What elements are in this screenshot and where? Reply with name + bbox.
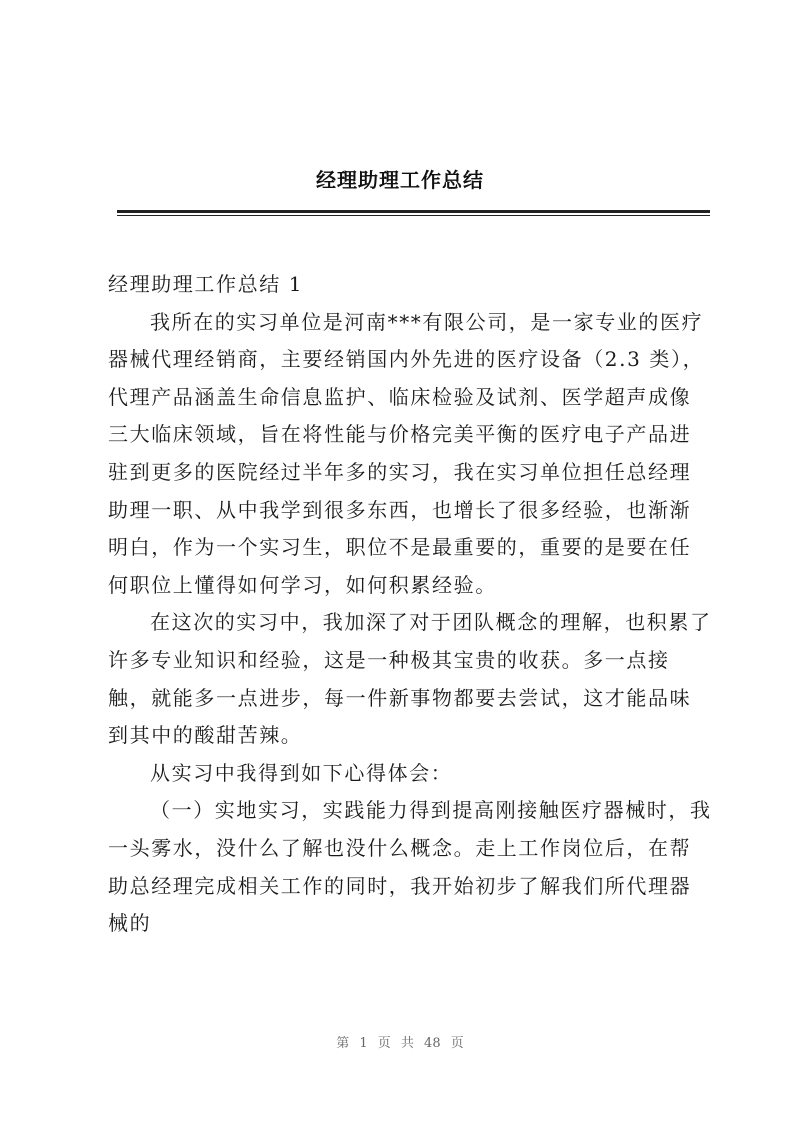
page-footer: 第 1 页 共 48 页 — [336, 1036, 464, 1051]
section-heading: 经理助理工作总结 1 — [108, 272, 304, 296]
title-divider — [117, 210, 710, 213]
paragraph-3: 从实习中我得到如下心得体会： — [150, 760, 453, 785]
title-divider-thin — [117, 215, 710, 216]
document-title: 经理助理工作总结 — [316, 168, 484, 192]
paragraph-2: 在这次的实习中，我加深了对于团队概念的理解，也积累了许多专业知识和经验，这是一种极其宝贵的收获。多一点接触，就能多一点进步，每一件新事物都要去尝试，这才能品味到其中的酸甜苦辣。 — [108, 610, 712, 748]
document-body — [108, 266, 712, 943]
paragraph-1: 我所在的实习单位是河南***有限公司，是一家专业的医疗器械代理经销商，主要经销国内外先进的医疗设备（2.3 类），代理产品涵盖生命信息监护、临床检验及试剂、医学超声成像三大临床领域，旨在将性能与价格完美平衡的医疗电子产品进驻到更多的医院经过半年多的实习，我在实习单位担任总经理助理一职、从中我学到很多东西，也增长了很多经验，也渐渐明白，作为一个实习生，职位不是最重要的，重要的是要在任何职位上懂得如何学习，如何积累经验。 — [108, 309, 705, 597]
paragraph-4: （一）实地实习，实践能力得到提高刚接触医疗器械时，我一头雾水，没什么了解也没什么概念。走上工作岗位后，在帮助总经理完成相关工作的同时，我开始初步了解我们所代理器械的 — [108, 798, 712, 936]
